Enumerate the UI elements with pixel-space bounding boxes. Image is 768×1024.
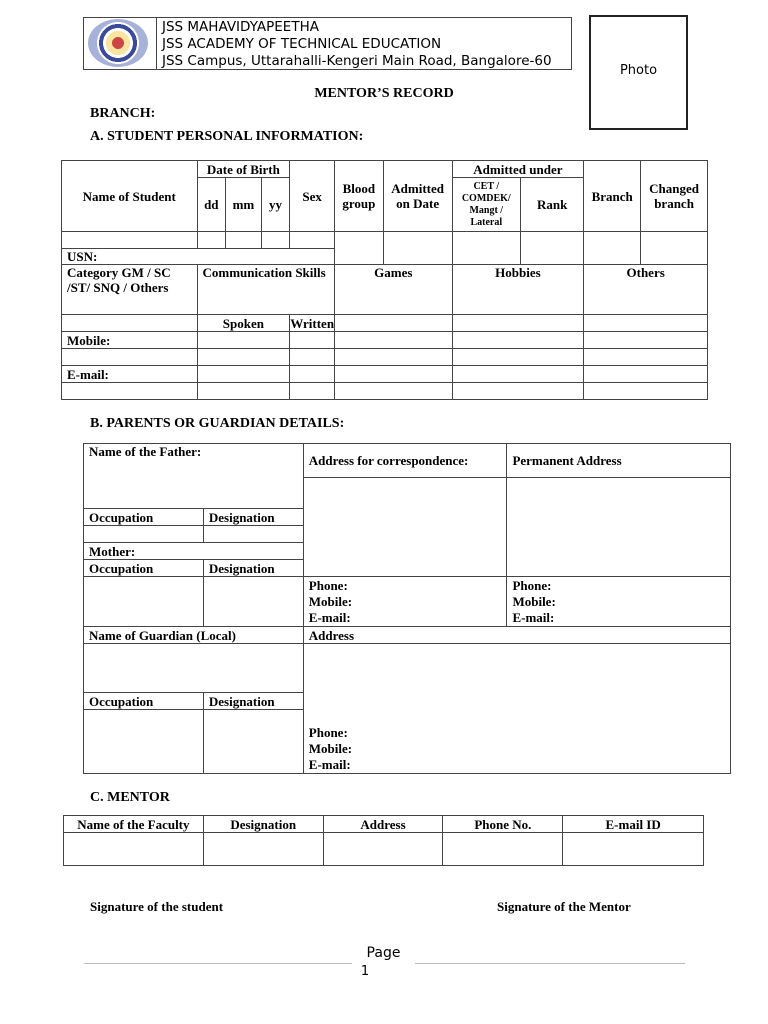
hobbies-label: Hobbies: [452, 265, 584, 315]
written-cell-3[interactable]: [290, 366, 335, 383]
sex-cell[interactable]: [290, 232, 335, 249]
games-cell-5[interactable]: [335, 383, 452, 400]
section-b-title: B. PARENTS OR GUARDIAN DETAILS:: [90, 416, 345, 431]
col-sex: Sex: [290, 161, 335, 232]
guardian-occupation-label: Occupation: [84, 693, 204, 710]
others-cell-4[interactable]: [584, 366, 708, 383]
guardian-occupation-cell[interactable]: [84, 710, 204, 774]
header-divider: [156, 18, 157, 69]
written-cell-4[interactable]: [290, 383, 335, 400]
col-dd: dd: [197, 178, 226, 232]
email-label: E-mail:: [512, 610, 555, 625]
blood-group-cell[interactable]: [335, 232, 384, 265]
hobbies-cell-4[interactable]: [452, 366, 584, 383]
header-line-3: JSS Campus, Uttarahalli-Kengeri Main Road, Bangalore-60: [162, 53, 552, 69]
col-blood-group: Blood group: [335, 161, 384, 232]
others-cell-1[interactable]: [584, 315, 708, 332]
section-c-title: C. MENTOR: [90, 790, 170, 805]
col-name-of-student: Name of Student: [62, 161, 198, 232]
col-faculty-name: Name of the Faculty: [64, 816, 204, 833]
father-occupation-cell[interactable]: [84, 526, 204, 543]
faculty-name-cell[interactable]: [64, 833, 204, 866]
usn-label: USN:: [62, 249, 335, 265]
col-rank: Rank: [521, 178, 584, 232]
designation-cell[interactable]: [203, 833, 323, 866]
col-email-id: E-mail ID: [563, 816, 704, 833]
guardian-name-cell[interactable]: [84, 644, 304, 693]
games-cell-1[interactable]: [335, 315, 452, 332]
dob-dd-cell[interactable]: [197, 232, 226, 249]
email-value-cell[interactable]: [62, 383, 198, 400]
col-mm: mm: [226, 178, 262, 232]
others-cell-5[interactable]: [584, 383, 708, 400]
games-cell-4[interactable]: [335, 366, 452, 383]
col-date-of-birth: Date of Birth: [197, 161, 290, 178]
hobbies-cell-5[interactable]: [452, 383, 584, 400]
others-cell-2[interactable]: [584, 332, 708, 349]
games-cell-3[interactable]: [335, 349, 452, 366]
col-designation: Designation: [203, 816, 323, 833]
guardian-designation-label: Designation: [203, 693, 303, 710]
spoken-cell-3[interactable]: [197, 366, 290, 383]
col-phone-no: Phone No.: [443, 816, 563, 833]
mother-occupation-label: Occupation: [84, 560, 204, 577]
branch-cell[interactable]: [584, 232, 641, 265]
col-branch: Branch: [584, 161, 641, 232]
dob-yy-cell[interactable]: [261, 232, 290, 249]
spoken-label: Spoken: [197, 315, 290, 332]
admitted-under-cell[interactable]: [452, 232, 521, 265]
permanent-contact: [507, 577, 731, 627]
photo-box: [589, 15, 688, 130]
permanent-address-cell[interactable]: [507, 478, 731, 577]
father-designation-cell[interactable]: [203, 526, 303, 543]
spoken-cell-2[interactable]: [197, 349, 290, 366]
correspondence-address-cell[interactable]: [303, 478, 507, 577]
mother-label: Mother:: [84, 543, 304, 560]
parents-guardian-table: [83, 443, 731, 774]
section-a-title: A. STUDENT PERSONAL INFORMATION:: [90, 129, 364, 144]
spoken-cell-4[interactable]: [197, 383, 290, 400]
mobile-label: Mobile:: [512, 594, 556, 609]
email-label: E-mail:: [308, 757, 351, 772]
guardian-address-cell[interactable]: [303, 644, 730, 774]
col-address: Address: [323, 816, 443, 833]
footer-page-label: Page: [366, 945, 401, 961]
mobile-label: Mobile:: [308, 594, 353, 609]
college-emblem-logo: [88, 19, 148, 67]
col-admitted-under: Admitted under: [452, 161, 584, 178]
mother-designation-cell[interactable]: [203, 577, 303, 627]
hobbies-cell-3[interactable]: [452, 349, 584, 366]
student-name-cell[interactable]: [62, 232, 198, 249]
phone-label: Phone:: [512, 578, 552, 593]
header-box: [83, 17, 572, 70]
mentor-signature-label: Signature of the Mentor: [497, 899, 631, 914]
footer-page-number: 1: [360, 964, 370, 979]
communication-skills-label: Communication Skills: [197, 265, 335, 315]
admitted-on-cell[interactable]: [383, 232, 452, 265]
phone-label: Phone:: [308, 725, 348, 740]
mobile-label: Mobile:: [62, 332, 198, 349]
mobile-value-cell[interactable]: [62, 349, 198, 366]
hobbies-cell-2[interactable]: [452, 332, 584, 349]
father-name-label: Name of the Father:: [84, 444, 304, 509]
hobbies-cell-1[interactable]: [452, 315, 584, 332]
changed-branch-cell[interactable]: [641, 232, 708, 265]
phone-label: Phone:: [308, 578, 348, 593]
games-cell-2[interactable]: [335, 332, 452, 349]
col-cet-comdek: CET / COMDEK/ Mangt / Lateral: [452, 178, 521, 232]
email-label: E-mail:: [308, 610, 351, 625]
category-label: Category GM / SC /ST/ SNQ / Others: [62, 265, 198, 315]
mobile-label: Mobile:: [308, 741, 353, 756]
father-designation-label: Designation: [203, 509, 303, 526]
address-correspondence-label: Address for correspondence:: [303, 444, 507, 478]
dob-mm-cell[interactable]: [226, 232, 262, 249]
written-cell-2[interactable]: [290, 349, 335, 366]
guardian-designation-cell[interactable]: [203, 710, 303, 774]
email-cell[interactable]: [563, 833, 704, 866]
permanent-address-label: Permanent Address: [507, 444, 731, 478]
footer-rule-left: [84, 963, 352, 964]
spoken-cell-1[interactable]: [197, 332, 290, 349]
col-admitted-on-date: Admitted on Date: [383, 161, 452, 232]
correspondence-contact: [303, 577, 507, 627]
col-changed-branch: Changed branch: [641, 161, 708, 232]
written-cell-1[interactable]: [290, 332, 335, 349]
category-value-cell[interactable]: [62, 315, 198, 332]
student-signature-label: Signature of the student: [90, 899, 224, 914]
mother-designation-label: Designation: [203, 560, 303, 577]
guardian-address-label: Address: [303, 627, 730, 644]
photo-label: Photo: [619, 63, 658, 78]
mother-occupation-cell[interactable]: [84, 577, 204, 627]
rank-cell[interactable]: [521, 232, 584, 265]
mentor-table: [63, 815, 704, 866]
others-cell-3[interactable]: [584, 349, 708, 366]
header-line-1: JSS MAHAVIDYAPEETHA: [162, 19, 319, 35]
father-occupation-label: Occupation: [84, 509, 204, 526]
games-label: Games: [335, 265, 452, 315]
guardian-name-label: Name of Guardian (Local): [84, 627, 304, 644]
others-label: Others: [584, 265, 708, 315]
branch-label: BRANCH:: [90, 106, 156, 121]
student-info-table: [61, 160, 708, 400]
page-title: MENTOR’S RECORD: [314, 86, 454, 101]
footer-rule-right: [415, 963, 685, 964]
written-label: Written: [290, 315, 335, 331]
phone-cell[interactable]: [443, 833, 563, 866]
email-label: E-mail:: [62, 366, 198, 383]
address-cell[interactable]: [323, 833, 443, 866]
header-line-2: JSS ACADEMY OF TECHNICAL EDUCATION: [162, 36, 442, 52]
col-yy: yy: [261, 178, 290, 232]
